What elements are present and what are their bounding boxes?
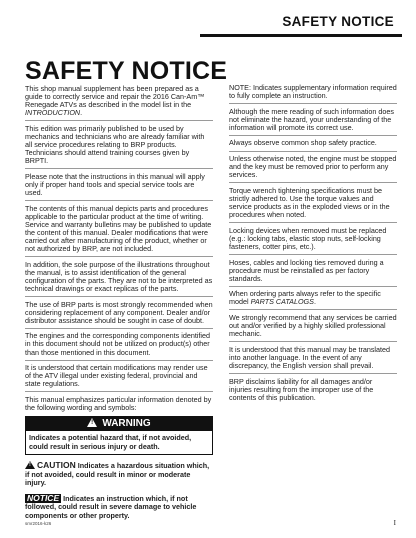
locking-devices-paragraph: Locking devices when removed must be replaced (e.g.: locking tabs, elastic stop nuts, self-locking fasteners, cotter pins, etc.). xyxy=(229,227,397,255)
parts-catalogs-reference: PARTS CATALOGS xyxy=(250,297,314,307)
tools-paragraph: Please note that the instructions in this manual will apply only if proper hand tools and special service tools are used. xyxy=(25,173,213,201)
page-number: I xyxy=(393,519,396,527)
notice-label: NOTICE xyxy=(27,492,60,503)
engine-stop-paragraph: Unless otherwise noted, the engine must be stopped and the key must be removed prior to perform any services. xyxy=(229,155,397,183)
hoses-paragraph: Hoses, cables and locking ties removed during a procedure must be reinstalled as per factory standards. xyxy=(229,259,397,287)
warning-triangle-icon: ! xyxy=(87,418,97,427)
warning-box xyxy=(25,416,213,455)
engines-paragraph: The engines and the corresponding components identified in this document should not be utilized on product(s) other than those mentioned in this document. xyxy=(25,332,213,360)
page-title: SAFETY NOTICE xyxy=(25,57,228,85)
caution-block xyxy=(25,461,213,488)
footer-code: smr2016-k26 xyxy=(25,521,52,526)
audience-paragraph: This edition was primarily published to be used by mechanics and technicians who are already familiar with all service procedures relating to BRP products. Technicians should attend training courses given by BRPTI. xyxy=(25,125,213,169)
hazard-paragraph: Although the mere reading of such information does not eliminate the hazard, your understanding of the information will promote its correct use. xyxy=(229,108,397,136)
warning-label: WARNING xyxy=(102,418,151,430)
warning-text: Indicates a potential hazard that, if not avoided, could result in serious injury or death. xyxy=(29,433,192,451)
illustrations-paragraph: In addition, the sole purpose of the illustrations throughout the manual, is to assist identification of the general configuration of the parts. They are not to be interpreted as technical drawings or exact replicas of the parts. xyxy=(25,261,213,297)
intro-paragraph: This shop manual supplement has been prepared as a guide to correctly service and repair the 2016 Can-Am™ Renegade ATVs as described in the model list in the INTRODUCTION. xyxy=(25,85,213,121)
notice-text: Indicates an instruction which, if not followed, could result in severe damage to vehicle components or other property. xyxy=(25,493,197,520)
parts-paragraph: The use of BRP parts is most strongly recommended when considering replacement of any component. Dealer and/or distributor assistance should be sought in case of doubt. xyxy=(25,301,213,329)
notice-block xyxy=(25,494,213,521)
left-column xyxy=(25,85,213,520)
contents-paragraph: The contents of this manual depicts parts and procedures applicable to the particular product at the time of writing. Service and warranty bulletins may be published to update the content of this manual. Dealer modifications that were carried out after manufacturing of the product, whether or not authorized by BRP, are not included. xyxy=(25,205,213,258)
translation-paragraph: It is understood that this manual may be translated into another language. In the event of any discrepancy, the English version shall prevail. xyxy=(229,346,397,374)
introduction-reference: INTRODUCTION xyxy=(25,108,81,118)
modifications-paragraph: It is understood that certain modifications may render use of the ATV illegal under existing federal, provincial and state regulations. xyxy=(25,364,213,392)
header-rule xyxy=(200,34,402,37)
right-column xyxy=(229,84,397,405)
note-paragraph: NOTE: Indicates supplementary information required to fully complete an instruction. xyxy=(229,84,397,104)
header-title: SAFETY NOTICE xyxy=(282,14,394,29)
caution-triangle-icon: ! xyxy=(25,461,35,469)
professional-paragraph: We strongly recommend that any services be carried out and/or verified by a highly skilled professional mechanic. xyxy=(229,314,397,342)
caution-text: Indicates a hazardous situation which, if not avoided, could result in minor or moderate injury. xyxy=(25,460,210,488)
liability-paragraph: BRP disclaims liability for all damages and/or injuries resulting from the improper use of the contents of this publication. xyxy=(229,376,374,402)
ordering-paragraph: When ordering parts always refer to the specific model PARTS CATALOGS. xyxy=(229,290,397,310)
caution-label: CAUTION xyxy=(37,459,76,470)
emphasis-paragraph: This manual emphasizes particular information denoted by the following wording and symbols: xyxy=(25,394,212,412)
shop-safety-paragraph: Always observe common shop safety practice. xyxy=(229,139,397,151)
torque-paragraph: Torque wrench tightening specifications must be strictly adhered to. Use the torque values and service products as in the exploded views or in the procedures when noted. xyxy=(229,187,397,223)
warning-header xyxy=(26,417,212,431)
